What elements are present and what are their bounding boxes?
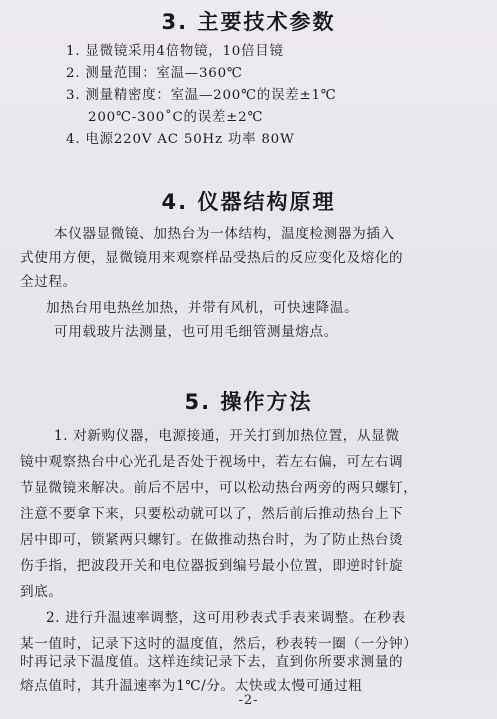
method-line-9: 某一值时，记录下这时的温度值，然后，秒表转一圈（一分钟） <box>20 636 418 652</box>
method-line-7: 到底。 <box>20 584 63 600</box>
method-line-5: 居中即可，锁紧两只螺钉。在做推动热台时，为了防止热台烫 <box>20 532 404 548</box>
principle-line-3: 全过程。 <box>20 274 77 290</box>
method-line-2: 镜中观察热台中心光孔是否处于视场中，若左右偏，可左右调 <box>20 454 404 470</box>
principle-line-4: 加热台用电热丝加热，并带有风机，可快速降温。 <box>46 300 359 316</box>
spec-item-2: 2. 测量范围：室温—360℃ <box>66 66 243 81</box>
section-3-heading: 3. 主要技术参数 <box>161 10 336 34</box>
section-4-heading: 4. 仪器结构原理 <box>161 190 336 214</box>
method-line-1: 1. 对新购仪器，电源接通，开关打到加热位置，从显微 <box>54 428 400 444</box>
section-5-heading: 5. 操作方法 <box>184 390 313 414</box>
method-line-6: 伤手指，把波段开关和电位器扳到编号最小位置，即逆时针旋 <box>20 558 404 574</box>
method-line-10: 时再记录下温度值。这样连续记录下去，直到你所要求测量的 <box>20 654 404 670</box>
method-line-3: 节显微镜来解决。前后不居中，可以松动热台两旁的两只螺钉， <box>20 480 418 496</box>
spec-item-3-cont: 200℃-300˚C的误差±2℃ <box>88 110 264 125</box>
principle-line-2: 式使用方便，显微镜用来观察样品受热后的反应变化及熔化的 <box>20 250 404 266</box>
spec-item-1: 1. 显微镜采用4倍物镜，10倍目镜 <box>66 44 284 59</box>
principle-line-1: 本仪器显微镜、加热台为一体结构，温度检测器为插入 <box>54 226 395 242</box>
method-line-11: 熔点值时，其升温速率为1℃/分。太快或太慢可通过粗 <box>20 678 363 694</box>
method-line-4: 注意不要拿下来，只要松动就可以了，然后前后推动热台上下 <box>20 506 404 522</box>
page-number: -2- <box>238 693 259 708</box>
spec-item-3: 3. 测量精密度：室温—200℃的误差±1℃ <box>66 88 337 103</box>
method-line-8: 2. 进行升温速率调整，这可用秒表式手表来调整。在秒表 <box>46 610 406 626</box>
principle-line-5: 可用载玻片法测量，也可用毛细管测量熔点。 <box>54 324 338 340</box>
spec-item-4: 4. 电源220V AC 50Hz 功率 80W <box>66 132 295 147</box>
